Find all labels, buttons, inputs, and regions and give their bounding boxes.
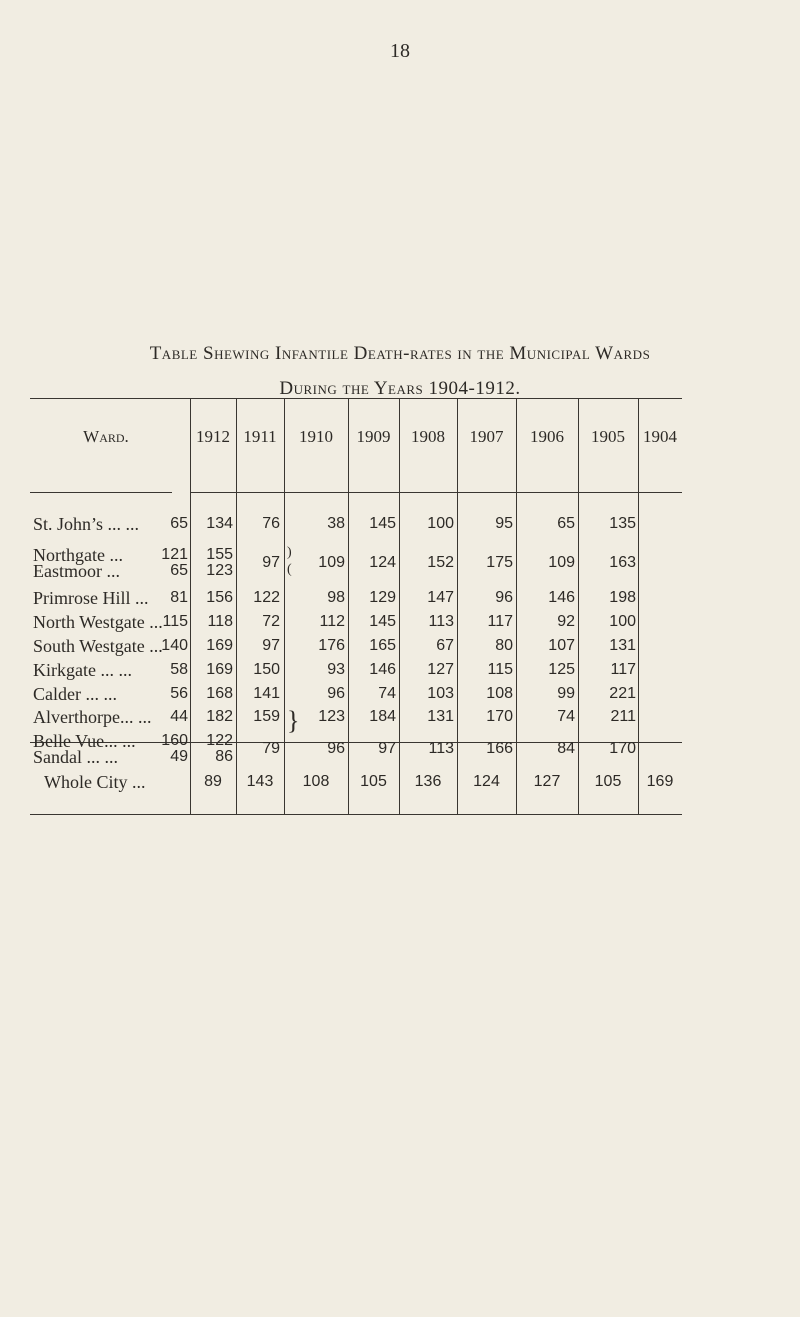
year-header: 1905 — [591, 427, 625, 446]
merged-cell: 84 — [557, 740, 575, 757]
table-title: Table Shewing Infantile Death-rates in the Municipal Wards — [149, 343, 651, 364]
ward-name: St. John’s ... ... — [33, 514, 140, 534]
table-cell: 107 — [548, 637, 575, 654]
table-cell: 156 — [206, 589, 233, 606]
ward-name: Northgate ... — [33, 545, 123, 565]
table-cell: 58 — [170, 661, 188, 678]
merged-cell: 124 — [369, 554, 396, 571]
merged-cell: 166 — [486, 740, 513, 757]
table-cell: 169 — [206, 637, 233, 654]
brace-open: ) — [287, 545, 292, 560]
table-cell: 67 — [436, 637, 454, 654]
table-cell: 97 — [262, 637, 280, 654]
ward-header: Ward. — [83, 427, 129, 446]
table-cell: 86 — [215, 748, 233, 765]
top-rule — [30, 398, 682, 399]
total-cell: 127 — [533, 773, 561, 790]
column-line — [399, 398, 400, 814]
ward-name: Primrose Hill ... — [33, 588, 149, 608]
year-header: 1910 — [299, 427, 333, 446]
table-cell: 112 — [319, 613, 345, 630]
table-cell: 145 — [369, 515, 396, 532]
table-cell: 49 — [170, 748, 188, 765]
table-cell: 38 — [327, 515, 345, 532]
table-cell: 92 — [557, 613, 575, 630]
merged-cell: 175 — [486, 554, 513, 571]
table-cell: 131 — [427, 708, 454, 725]
table-cell: 146 — [369, 661, 396, 678]
table-subtitle: During the Years 1904-1912. — [279, 378, 521, 399]
brace: } — [287, 706, 300, 735]
table-cell: 72 — [262, 613, 280, 630]
table-cell: 65 — [170, 515, 188, 532]
header-rule — [190, 492, 682, 493]
table-cell: 155 — [206, 546, 233, 563]
ward-name: Alverthorpe... ... — [33, 707, 152, 727]
table-cell: 147 — [427, 589, 454, 606]
table-cell: 121 — [161, 546, 188, 563]
table-cell: 65 — [557, 515, 575, 532]
merged-cell: 109 — [548, 554, 575, 571]
page-number: 18 — [390, 40, 410, 62]
total-cell: 89 — [204, 773, 222, 790]
table-cell: 115 — [162, 613, 188, 630]
year-header: 1907 — [469, 427, 504, 446]
table-cell: 170 — [486, 708, 513, 725]
total-cell: 136 — [414, 773, 442, 790]
table-cell: 141 — [253, 685, 280, 702]
merged-cell: 152 — [427, 554, 454, 571]
table-cell: 96 — [327, 685, 345, 702]
table-cell: 123 — [206, 562, 233, 579]
year-header: 1904 — [643, 427, 677, 446]
year-header: 1909 — [356, 427, 391, 446]
table-cell: 160 — [161, 732, 188, 749]
table-cell: 125 — [548, 661, 575, 678]
total-cell: 124 — [473, 773, 500, 790]
bottom-rule — [30, 814, 682, 815]
ward-name: South Westgate ... — [33, 636, 163, 656]
year-header: 1906 — [530, 427, 564, 446]
column-line — [578, 398, 579, 814]
table-cell: 93 — [327, 661, 345, 678]
year-header: 1912 — [196, 427, 230, 446]
table-cell: 168 — [206, 685, 233, 702]
table-cell: 100 — [427, 515, 454, 532]
total-label: Whole City ... — [44, 772, 146, 792]
table-cell: 56 — [170, 685, 188, 702]
table-cell: 221 — [609, 685, 636, 702]
merged-cell: 97 — [378, 740, 396, 757]
ward-name: Eastmoor ... — [33, 561, 120, 581]
table-cell: 182 — [206, 708, 233, 725]
table-cell: 99 — [557, 685, 575, 702]
table-cell: 117 — [610, 661, 636, 678]
table-cell: 122 — [206, 732, 233, 749]
ward-name: Calder ... ... — [33, 684, 117, 704]
ward-name: Kirkgate ... ... — [33, 660, 132, 680]
total-cell: 105 — [360, 773, 387, 790]
table-cell: 134 — [206, 515, 233, 532]
ward-name: Sandal ... ... — [33, 747, 118, 767]
table-cell: 103 — [427, 685, 454, 702]
table-cell: 115 — [487, 661, 513, 678]
table-cell: 176 — [318, 637, 345, 654]
column-line — [457, 398, 458, 814]
column-line — [284, 398, 285, 814]
merged-cell: 96 — [327, 740, 345, 757]
table-cell: 211 — [610, 708, 636, 725]
ward-name: North Westgate ... — [33, 612, 163, 632]
table-cell: 74 — [557, 708, 575, 725]
table-cell: 159 — [253, 708, 280, 725]
merged-cell: 163 — [609, 554, 636, 571]
table-cell: 65 — [170, 562, 188, 579]
total-cell: 143 — [246, 773, 274, 790]
total-cell: 108 — [302, 773, 330, 790]
year-header: 1911 — [243, 427, 277, 446]
merged-cell: 97 — [262, 554, 280, 571]
table-cell: 98 — [327, 589, 345, 606]
table-cell: 135 — [609, 515, 636, 532]
table-cell: 74 — [378, 685, 396, 702]
total-cell: 169 — [646, 773, 674, 790]
table-cell: 150 — [253, 661, 280, 678]
table-cell: 131 — [609, 637, 636, 654]
table-cell: 117 — [487, 613, 513, 630]
table-cell: 118 — [207, 613, 233, 630]
column-line — [638, 398, 639, 814]
ward-name: Belle Vue... ... — [33, 731, 136, 751]
table-cell: 76 — [262, 515, 280, 532]
table-cell: 129 — [369, 589, 396, 606]
table-cell: 146 — [548, 589, 575, 606]
brace-close: ( — [287, 562, 292, 577]
merged-cell: 109 — [318, 554, 345, 571]
year-header: 1908 — [411, 427, 445, 446]
table-cell: 127 — [427, 661, 454, 678]
table-cell: 198 — [609, 589, 636, 606]
table-cell: 44 — [170, 708, 188, 725]
table-cell: 169 — [206, 661, 233, 678]
table-cell: 95 — [495, 515, 513, 532]
table-cell: 81 — [170, 589, 188, 606]
table-cell: 80 — [495, 637, 513, 654]
table-cell: 96 — [495, 589, 513, 606]
merged-cell: 113 — [428, 740, 454, 757]
table-cell: 100 — [609, 613, 636, 630]
table-cell: 165 — [369, 637, 396, 654]
table-cell: 184 — [369, 708, 396, 725]
column-line — [516, 398, 517, 814]
table-cell: 113 — [428, 613, 454, 630]
merged-cell: 79 — [262, 740, 280, 757]
header-rule — [30, 492, 172, 493]
table-cell: 122 — [253, 589, 280, 606]
table-cell: 140 — [161, 637, 188, 654]
table-cell: 123 — [318, 708, 345, 725]
table-cell: 108 — [486, 685, 513, 702]
merged-cell: 170 — [609, 740, 636, 757]
table-cell: 145 — [369, 613, 396, 630]
total-cell: 105 — [594, 773, 622, 790]
